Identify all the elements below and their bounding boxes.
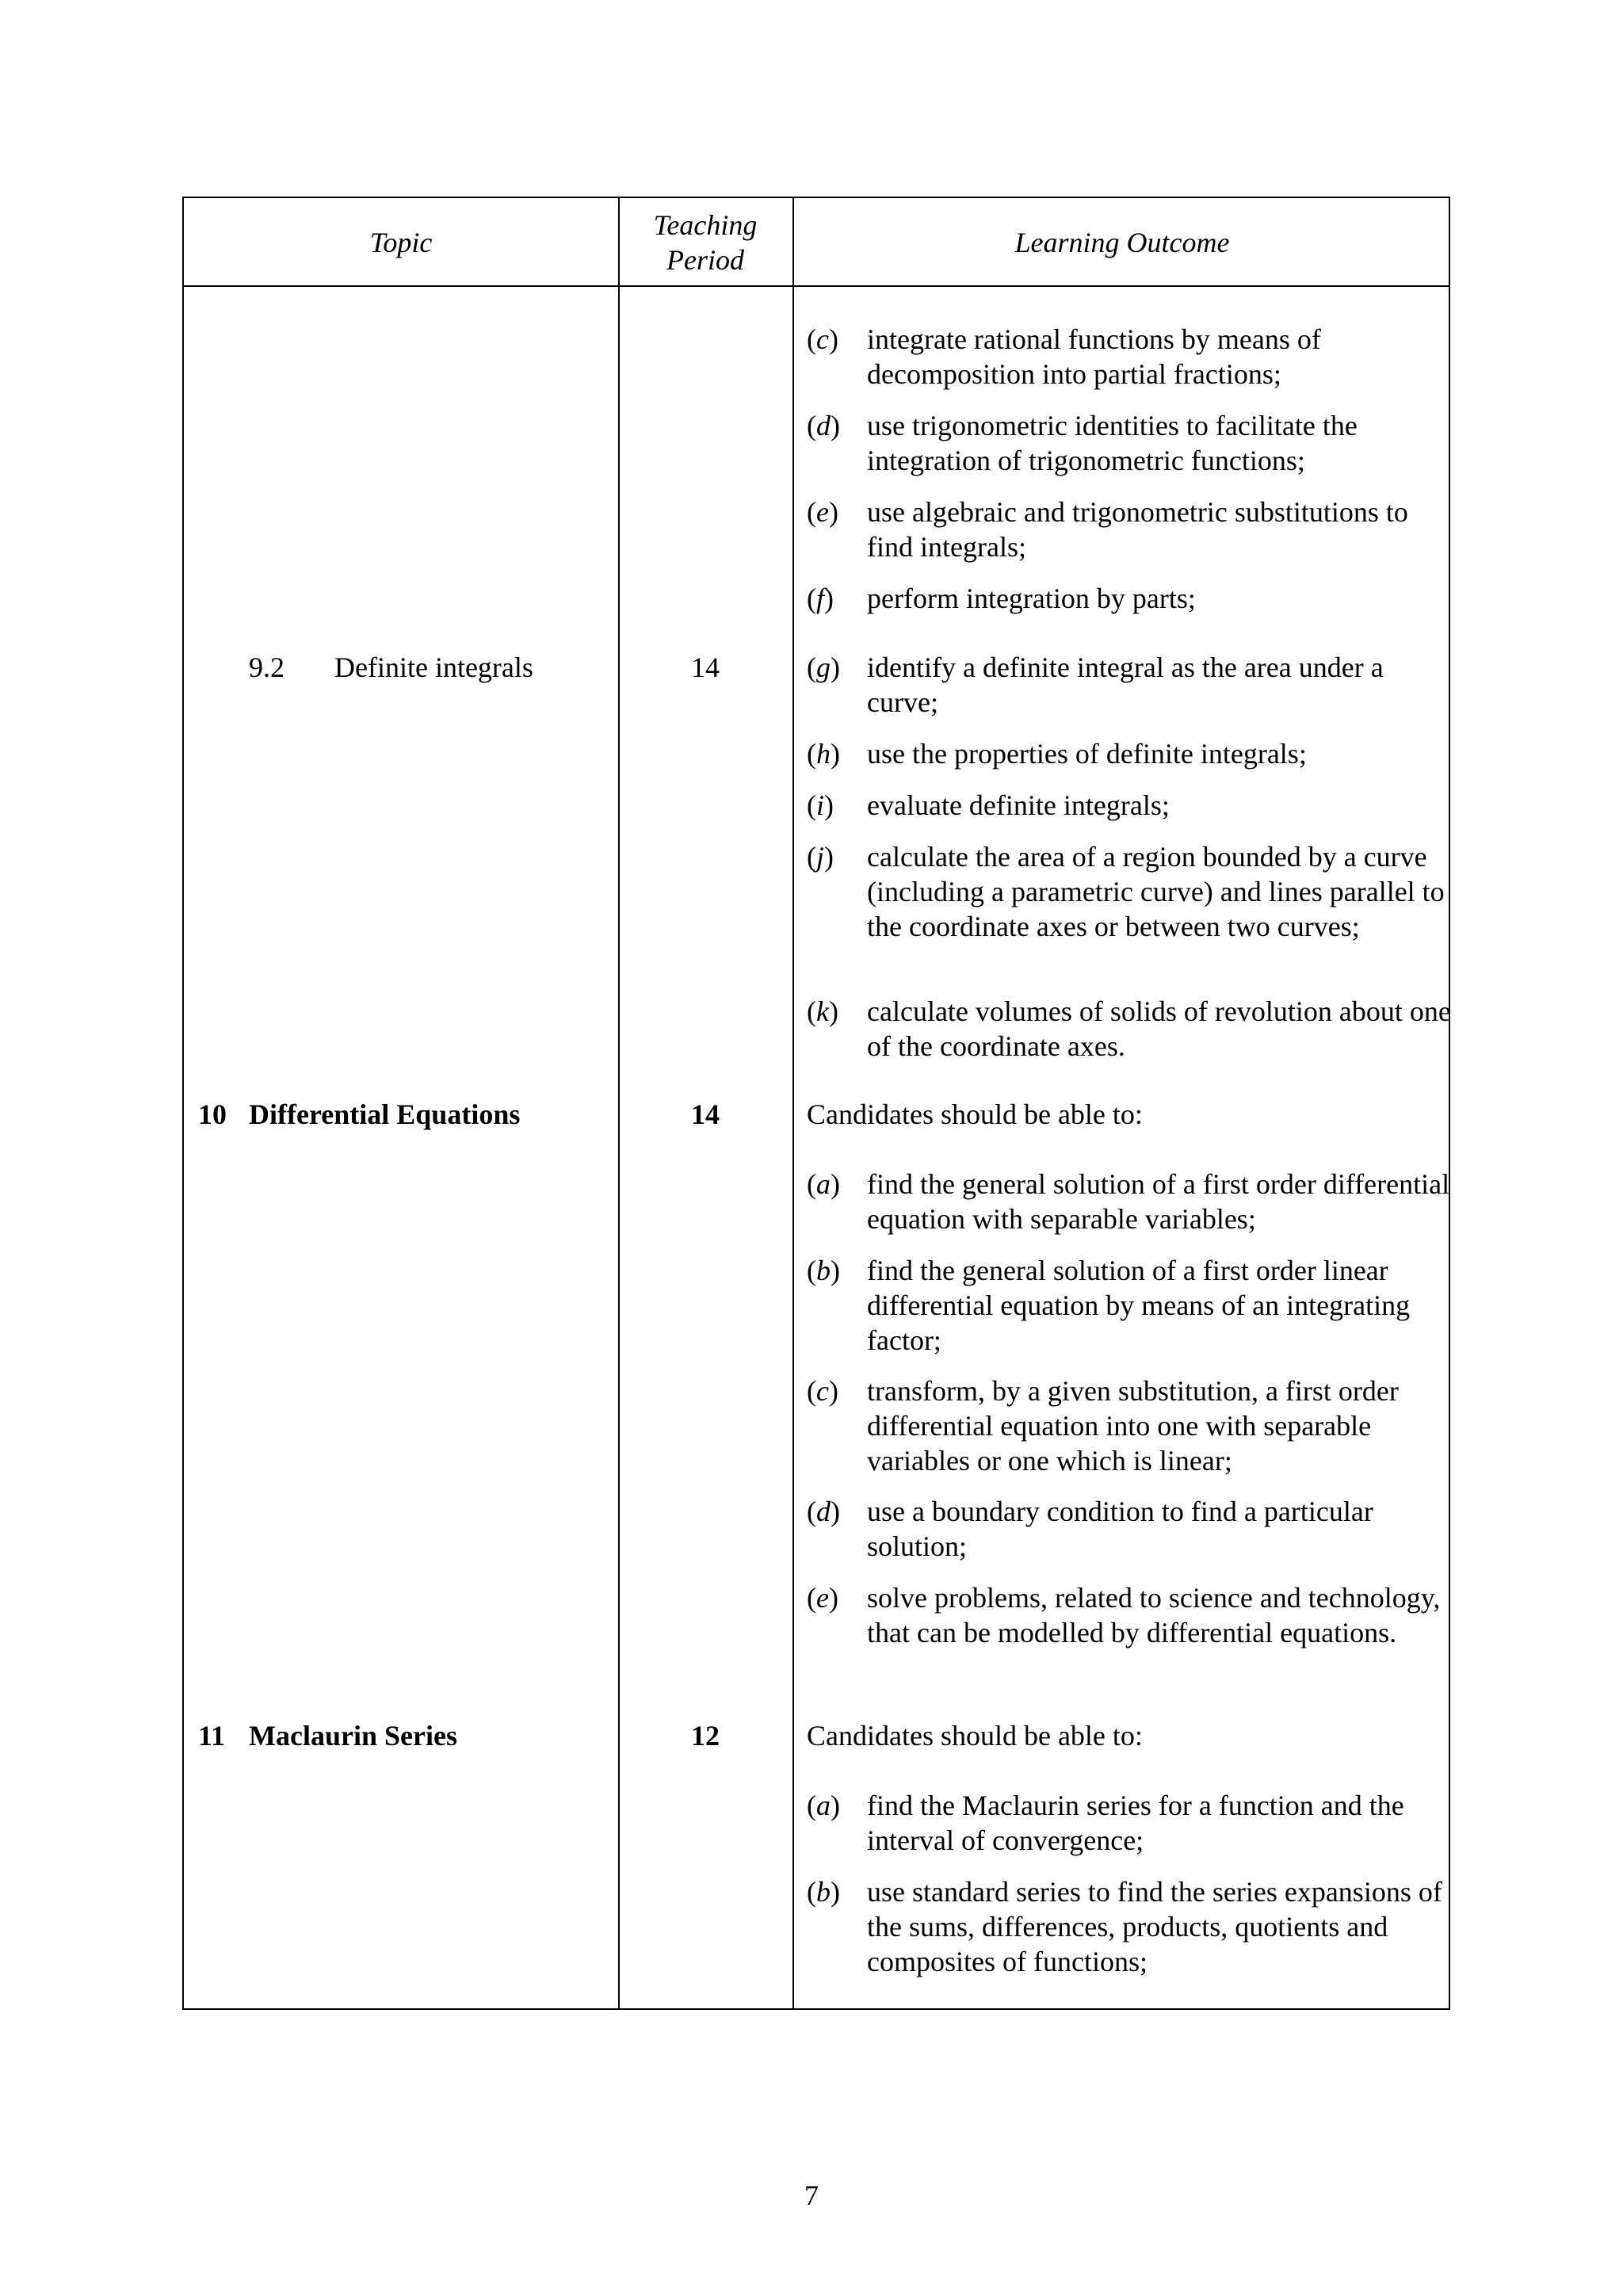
header-learning-outcome: Learning Outcome [1014, 227, 1230, 258]
subtopic-9-2-title: Definite integrals [334, 651, 533, 683]
outcome-text: use a boundary condition to find a particular solution; [867, 1496, 1373, 1562]
subtopic-9-2-period: 14 [691, 651, 720, 683]
outcome-label: (g) [807, 651, 840, 683]
topic-10-period: 14 [691, 1098, 720, 1130]
topic-11-intro: Candidates should be able to: [807, 1720, 1143, 1752]
outcome-label: (f) [807, 583, 834, 614]
outcome-text: use standard series to find the series expansions of the sums, differences, products, quotients and composites of functions; [867, 1876, 1442, 1977]
outcome-label: (a) [807, 1790, 840, 1821]
page-number: 7 [804, 2179, 819, 2211]
outcome-label: (j) [807, 841, 834, 873]
topic-11-period: 12 [691, 1720, 720, 1752]
outcome-label: (d) [807, 410, 840, 441]
outcome-label: (d) [807, 1496, 840, 1527]
outcome-text: use algebraic and trigonometric substitutions to find integrals; [867, 496, 1408, 563]
outcome-label: (e) [807, 496, 838, 528]
outcome-label: (a) [807, 1168, 840, 1200]
topic-10-title: Differential Equations [249, 1098, 521, 1130]
outcome-text: calculate volumes of solids of revolution about one of the coordinate axes. [867, 995, 1451, 1062]
outcome-label: (h) [807, 738, 840, 770]
outcome-label: (i) [807, 789, 834, 821]
outcome-text: transform, by a given substitution, a first order differential equation into one with separable variables or one which is linear; [867, 1375, 1399, 1477]
subtopic-9-2-number: 9.2 [249, 651, 285, 683]
outcome-label: (b) [807, 1255, 840, 1286]
outcome-label: (e) [807, 1582, 838, 1614]
syllabus-table [182, 197, 1450, 2010]
topic-10-intro: Candidates should be able to: [807, 1098, 1143, 1130]
outcome-text: calculate the area of a region bounded by a curve (including a parametric curve) and lines parallel to the coordinate axes or between two curves; [867, 841, 1445, 942]
outcome-label: (c) [807, 323, 838, 355]
outcome-text: find the general solution of a first order differential equation with separable variables; [867, 1168, 1450, 1235]
outcome-text: solve problems, related to science and technology, that can be modelled by differential equations. [867, 1582, 1441, 1648]
outcome-text: identify a definite integral as the area under a curve; [867, 651, 1384, 718]
topic-11-number: 11 [198, 1720, 226, 1752]
outcome-label: (c) [807, 1375, 838, 1407]
header-divider [184, 285, 1449, 287]
outcome-text: find the general solution of a first order linear differential equation by means of an integrating factor; [867, 1255, 1411, 1356]
header-teaching-period-line2: Period [666, 244, 744, 276]
topic-10-number: 10 [198, 1098, 227, 1130]
header-teaching-period [618, 208, 792, 277]
outcome-text: evaluate definite integrals; [867, 789, 1170, 821]
topic-11-title: Maclaurin Series [249, 1720, 457, 1752]
outcome-text: find the Maclaurin series for a function and the interval of convergence; [867, 1790, 1404, 1856]
outcome-label: (k) [807, 995, 838, 1027]
header-teaching-period-line1: Teaching [653, 209, 758, 241]
outcome-text: use the properties of definite integrals; [867, 738, 1307, 770]
outcome-text: use trigonometric identities to facilitate the integration of trigonometric functions; [867, 410, 1358, 476]
outcome-text: integrate rational functions by means of decomposition into partial fractions; [867, 323, 1321, 390]
header-topic: Topic [369, 227, 433, 258]
outcome-text: perform integration by parts; [867, 583, 1196, 614]
column-divider [792, 198, 794, 2008]
outcome-label: (b) [807, 1876, 840, 1908]
